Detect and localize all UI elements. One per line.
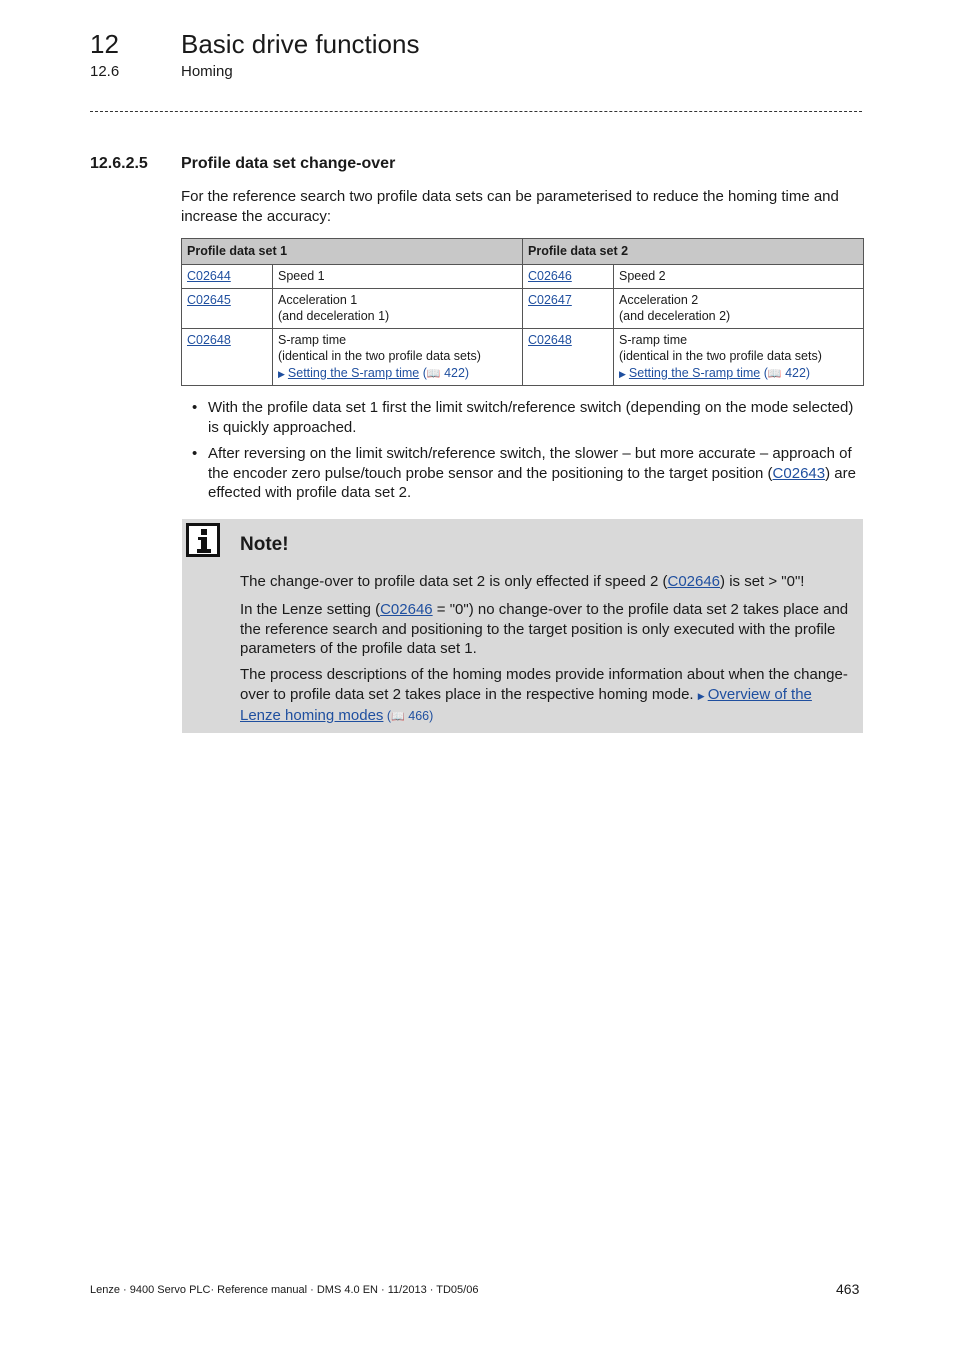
cell-text: Acceleration 1: [278, 292, 358, 307]
code-link-c02648[interactable]: C02648: [528, 332, 572, 347]
note-box: [182, 519, 863, 733]
triangle-right-icon: ▶: [697, 690, 705, 701]
subsection-title: Profile data set change-over: [181, 155, 396, 172]
table-cell: [523, 265, 614, 289]
table-cell: [182, 328, 273, 386]
header-divider: [90, 111, 862, 112]
bullet-text: After reversing on the limit switch/reference switch, the slower – but more accurate – approach of the encoder zero pulse/touch probe sensor and the positioning to the target position (: [208, 445, 852, 482]
page-ref: 422: [444, 365, 465, 380]
cell-text: S-ramp time: [619, 332, 688, 347]
cell-text: (and deceleration 1): [278, 309, 390, 323]
table-cell: [273, 328, 523, 386]
table-cell: [523, 328, 614, 386]
intro-paragraph: For the reference search two profile data sets can be parameterised to reduce the homing time and increase the accuracy:: [181, 188, 839, 225]
table-cell: [182, 288, 273, 328]
cell-text: S-ramp time: [278, 332, 347, 347]
code-link-c02646[interactable]: C02646: [667, 573, 721, 590]
note-text: = "0") no change-over to the profile data set 2 takes place and the reference search and positioning to the target position is only executed with the profile parameters of the profile data set 1.: [240, 601, 849, 657]
note-paragraph: [240, 600, 852, 659]
profile-data-table: [181, 238, 864, 386]
book-icon: 📖: [391, 711, 405, 723]
footer-text: Lenze · 9400 Servo PLC· Reference manual · DMS 4.0 EN · 11/2013 · TD05/06: [90, 1284, 479, 1296]
chapter-number: 12: [90, 29, 119, 59]
section-number: 12.6: [90, 63, 120, 80]
code-link-c02643[interactable]: C02643: [772, 464, 826, 482]
table-row: [182, 328, 864, 386]
info-icon: [186, 523, 220, 557]
table-row: [182, 265, 864, 289]
list-item: [192, 444, 864, 503]
note-text: The change-over to profile data set 2 is only effected if speed 2 (: [240, 573, 668, 590]
cell-text: Acceleration 2: [619, 292, 699, 307]
note-text: ) is set > "0"!: [720, 573, 805, 590]
code-link-c02646[interactable]: C02646: [528, 269, 572, 283]
note-paragraph: The process descriptions of the homing modes provide information about when the change-over to profile data set 2 takes place in the respective homing mode. ▶ Overview of the Lenze homing modes (📖 466): [240, 666, 848, 724]
cell-text: (identical in the two profile data sets): [619, 349, 822, 363]
note-text: In the Lenze setting (: [240, 601, 381, 618]
header-profile-2: Profile data set 2: [523, 239, 864, 265]
code-link-c02645[interactable]: C02645: [187, 292, 231, 307]
table-cell: [614, 328, 864, 386]
bullet-list: [192, 398, 864, 510]
s-ramp-link[interactable]: Setting the S-ramp time: [287, 365, 420, 380]
bullet-dot: •: [192, 399, 198, 416]
note-text: The process descriptions of the homing modes provide information about when the change-over to profile data set 2 takes place in the respective homing mode.: [240, 666, 848, 703]
cell-text: Speed 1: [278, 269, 325, 283]
cell-text: (and deceleration 2): [619, 309, 731, 323]
table-cell: [614, 265, 864, 289]
table-cell: [182, 265, 273, 289]
chapter-title: Basic drive functions: [181, 29, 420, 59]
page-ref: 422: [785, 365, 806, 380]
triangle-right-icon: ▶: [278, 368, 285, 379]
cross-reference: ▶ Setting the S-ramp time (📖 422): [278, 365, 470, 380]
triangle-right-icon: ▶: [619, 368, 626, 379]
subsection-number: 12.6.2.5: [90, 155, 148, 172]
code-link-c02644[interactable]: C02644: [187, 269, 231, 283]
table-cell: [273, 265, 523, 289]
table-cell: [614, 288, 864, 328]
book-icon: 📖: [426, 367, 441, 380]
bullet-dot: •: [192, 445, 198, 462]
code-link-c02647[interactable]: C02647: [528, 292, 572, 307]
bullet-text: ) are effected with profile data set 2.: [208, 464, 856, 501]
s-ramp-link[interactable]: Setting the S-ramp time: [628, 365, 761, 380]
homing-modes-link[interactable]: Overview of the Lenze homing modes: [240, 685, 812, 724]
code-link-c02646[interactable]: C02646: [380, 601, 433, 618]
page-number: 463: [836, 1281, 860, 1297]
table-cell: [523, 288, 614, 328]
note-paragraph: [240, 572, 852, 592]
book-icon: 📖: [767, 367, 782, 380]
section-title: Homing: [181, 63, 233, 80]
header-profile-1: Profile data set 1: [182, 239, 523, 265]
cell-text: (identical in the two profile data sets): [278, 349, 481, 363]
page-ref: 466: [408, 709, 430, 723]
code-link-c02648[interactable]: C02648: [187, 332, 231, 347]
bullet-text: With the profile data set 1 first the limit switch/reference switch (depending on the mode selected) is quickly approached.: [208, 399, 854, 436]
table-row: [182, 288, 864, 328]
note-title: Note!: [240, 534, 289, 555]
table-cell: [273, 288, 523, 328]
table-header-row: [182, 239, 864, 265]
list-item: [192, 398, 864, 437]
cross-reference: ▶ Setting the S-ramp time (📖 422): [619, 365, 811, 380]
cell-text: Speed 2: [619, 269, 666, 283]
